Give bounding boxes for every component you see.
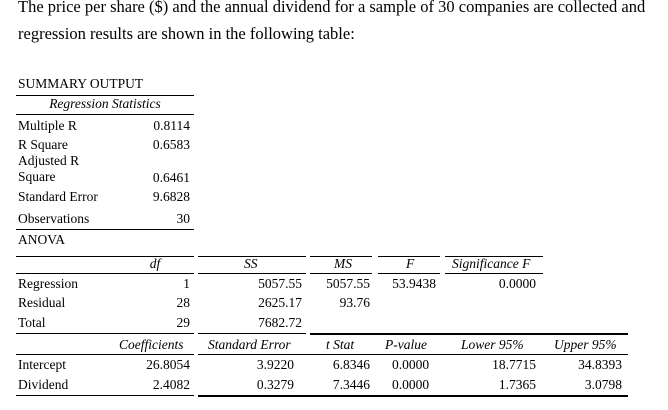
rule-coef-bottom xyxy=(16,395,194,396)
anova-row-regression-df: 1 xyxy=(183,276,190,291)
anova-row-residual-df: 28 xyxy=(176,295,190,310)
anova-row-residual-ss: 2625.17 xyxy=(258,295,302,310)
rule-anova-header-sig xyxy=(445,273,543,274)
stat-value-standard-error: 9.6828 xyxy=(152,189,190,204)
coef-row-intercept-label: Intercept xyxy=(18,357,66,372)
rule-anova-bottom-ss xyxy=(198,333,306,334)
anova-header-f: F xyxy=(406,256,415,271)
intro-line-2: regression results are shown in the following table: xyxy=(18,24,355,43)
coef-row-dividend-upper: 3.0798 xyxy=(584,377,622,392)
coef-header-standard-error: Standard Error xyxy=(208,337,291,352)
anova-row-residual-ms: 93.76 xyxy=(339,295,370,310)
coef-row-intercept-lower: 18.7715 xyxy=(492,357,536,372)
stat-value-r-square: 0.6583 xyxy=(152,137,190,152)
rule-anova-header-ss xyxy=(198,273,306,274)
coef-header-coefficients: Coefficients xyxy=(119,337,184,352)
rule-anova-header xyxy=(16,273,194,274)
coef-row-intercept-coef: 26.8054 xyxy=(146,357,190,372)
rule-coef-header xyxy=(16,354,194,355)
anova-row-total-ss: 7682.72 xyxy=(258,315,302,330)
intro-line-1: The price per share ($) and the annual dividend for a sample of 30 companies are collected and xyxy=(18,0,646,16)
rule-anova-bottom-right xyxy=(310,333,628,335)
coef-header-upper-95: Upper 95% xyxy=(554,337,617,352)
rule-anova-header-f xyxy=(378,273,440,274)
summary-title: SUMMARY OUTPUT xyxy=(18,76,144,91)
stat-label-standard-error: Standard Error xyxy=(18,189,98,204)
coef-row-dividend-coef: 2.4082 xyxy=(152,377,190,392)
coef-header-lower-95: Lower 95% xyxy=(461,337,524,352)
stat-label-adjusted-r-1: Adjusted R xyxy=(18,153,80,168)
coef-row-dividend-label: Dividend xyxy=(18,377,69,392)
stat-label-multiple-r: Multiple R xyxy=(18,118,77,133)
anova-row-residual-label: Residual xyxy=(18,295,66,310)
rule-anova-bottom xyxy=(16,333,194,334)
coef-row-dividend-se: 0.3279 xyxy=(256,377,294,392)
anova-row-total-df: 29 xyxy=(176,315,190,330)
anova-row-regression-label: Regression xyxy=(18,276,78,291)
coef-header-p-value: P-value xyxy=(385,337,427,352)
rule-regstats xyxy=(16,114,194,115)
rule-anova-header-ms xyxy=(310,273,372,274)
stat-label-r-square: R Square xyxy=(18,137,68,152)
stat-label-adjusted-r-2: Square xyxy=(18,169,56,184)
coef-row-intercept-p: 0.0000 xyxy=(392,357,430,372)
coef-row-dividend-t: 7.3446 xyxy=(332,377,370,392)
coef-header-t-stat: t Stat xyxy=(326,337,355,352)
coef-row-intercept-upper: 34.8393 xyxy=(578,357,622,372)
coef-row-intercept-t: 6.8346 xyxy=(332,357,370,372)
rule-regstats-bottom xyxy=(16,229,194,230)
stat-value-multiple-r: 0.8114 xyxy=(153,118,190,133)
coef-row-dividend-p: 0.0000 xyxy=(392,377,430,392)
coef-row-intercept-se: 3.9220 xyxy=(256,357,294,372)
rule-coef-header-right xyxy=(198,354,628,355)
rule-coef-bottom-right xyxy=(198,395,628,397)
stat-value-adjusted-r-square: 0.6461 xyxy=(152,170,190,185)
anova-title: ANOVA xyxy=(18,232,66,247)
stat-value-observations: 30 xyxy=(176,211,190,226)
stat-label-observations: Observations xyxy=(18,211,90,226)
anova-row-regression-ms: 5057.55 xyxy=(326,276,370,291)
anova-row-regression-ss: 5057.55 xyxy=(258,276,302,291)
anova-row-total-label: Total xyxy=(18,315,46,330)
anova-header-significance-f: Significance F xyxy=(452,256,531,271)
coef-row-dividend-lower: 1.7365 xyxy=(498,377,536,392)
anova-header-df: df xyxy=(149,256,161,271)
anova-header-ms: MS xyxy=(334,256,352,271)
regstats-header: Regression Statistics xyxy=(49,96,161,111)
anova-header-ss: SS xyxy=(244,256,258,271)
anova-row-regression-f: 53.9438 xyxy=(392,276,436,291)
anova-row-regression-sig: 0.0000 xyxy=(498,276,536,291)
